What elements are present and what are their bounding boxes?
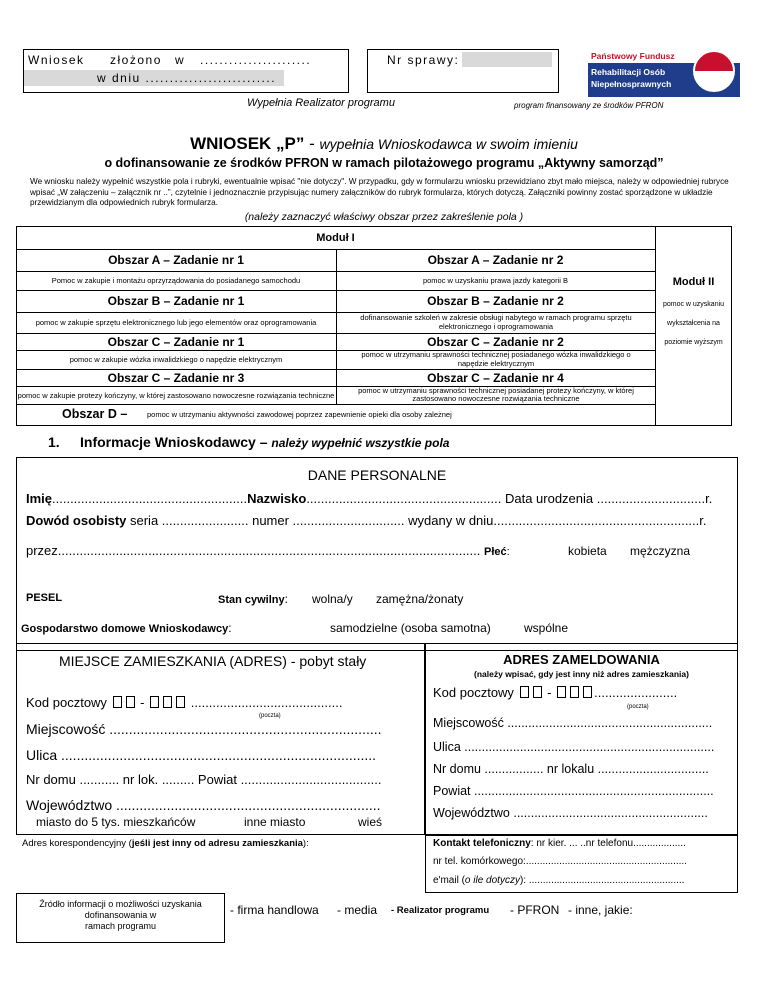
zameldowanie-sub: (należy wpisać, gdy jest inny niż adres zamieszkania) [474, 669, 689, 679]
obszar-a1-desc: Pomoc w zakupie i montażu oprzyrządowania do posiadanego samochodu [51, 276, 301, 285]
header-wypelnia-realizator: Wypełnia Realizator programu [247, 97, 395, 109]
zameldowanie-miejscowosc[interactable]: Miejscowość ........................................................... [433, 716, 713, 730]
email-field[interactable]: ): ........................................................ [519, 875, 685, 886]
adres-title-text: MIEJSCE ZAMIESZKANIA (ADRES) [59, 653, 287, 669]
kontakt-label: Kontakt telefoniczny [433, 838, 531, 849]
plec-label: Płeć [484, 546, 507, 558]
adres-kod-label: Kod pocztowy [26, 695, 107, 710]
adres-wies[interactable]: wieś [358, 815, 383, 829]
adres-koresp [22, 838, 309, 849]
zameldowanie-ulica[interactable]: Ulica ........................................................................ [433, 740, 715, 754]
logo-line3: Niepełnosprawnych [591, 79, 672, 89]
logo-line1: Państwowy Fundusz [591, 51, 675, 61]
obszar-d-title[interactable]: Obszar D – [62, 407, 128, 421]
przez-field[interactable]: przez..................................................................................................................... [26, 543, 481, 558]
adres-wojewodztwo[interactable]: Województwo .................................................................... [26, 797, 381, 813]
title-main [0, 134, 768, 154]
obszar-c1-desc: pomoc w zakupie wózka inwalidzkiego o napędzie elektrycznym [69, 355, 283, 364]
stan-wolna[interactable]: wolna/y [312, 592, 353, 606]
zrodlo-label [16, 899, 225, 932]
stan-zamezna[interactable]: zamężna/żonaty [376, 592, 464, 606]
kontakt-telefon-field[interactable]: : nr kier. ... ..nr telefonu................... [530, 838, 686, 849]
koresp-bold: jeśli jest inny od adresu zamieszkania [131, 838, 303, 849]
header-nr-sprawy: Nr sprawy: [387, 53, 460, 67]
adres-miasto[interactable]: miasto do 5 tys. mieszkańców [36, 815, 196, 829]
zameldowanie-poczta-field[interactable]: ....................... [594, 685, 678, 700]
kontakt-line1 [433, 838, 686, 849]
zrodlo-label-line2: dofinansowania w [84, 910, 157, 920]
email-pre: e'mail ( [433, 875, 465, 886]
zameldowanie-kod-row: Kod pocztowy - ....................... [433, 685, 678, 700]
obszar-d-desc: pomoc w utrzymaniu aktywności zawodowej poprzez zapewnienie opieki dla osoby zależnej [147, 410, 452, 419]
title-sub: wypełnia Wnioskodawca w swoim imieniu [319, 136, 578, 152]
dane-title: DANE PERSONALNE [307, 467, 447, 483]
obszar-c3-desc: pomoc w zakupie protezy kończyny, w której zastosowano nowoczesne rozwiązania techniczne [17, 390, 335, 400]
modul2-title[interactable]: Moduł II [672, 276, 715, 288]
adres-inne-miasto[interactable]: inne miasto [244, 815, 306, 829]
gosp-samodzielne[interactable]: samodzielne (osoba samotna) [330, 621, 491, 635]
intro-text: We wniosku należy wypełnić wszystkie pola i rubryki, ewentualnie wpisać "nie dotyczy". W przypadku, gdy w formularzu wniosku przewidziano zbyt mało miejsca, należy w odpowiedniej rubryce wpisać „W załączeniu – załącznik nr ..”, czytelnie i jednoznacznie przypisując numery załączników do rubryk formularza, których dotyczą. Załączniki powinny zostać sporządzone w układzie przewidzianym dla odpowiednich rubryk formularza. [30, 177, 729, 207]
dowod-fields[interactable]: seria ........................ numer ............................... wydany w dniu.........................................................r. [126, 513, 707, 528]
section1-heading [80, 434, 449, 450]
zrodlo-label-line1: Źródło informacji o możliwości uzyskania [39, 899, 202, 909]
nazwisko-label: Nazwisko [247, 491, 307, 506]
nazwisko-field[interactable]: ...................................................... [306, 491, 505, 506]
obszar-a1-title[interactable]: Obszar A – Zadanie nr 1 [108, 253, 244, 267]
zameldowanie-kod-label: Kod pocztowy [433, 685, 514, 700]
zrodlo-realizator[interactable]: - Realizator programu [391, 905, 490, 916]
instruction-text: (należy zaznaczyć właściwy obszar przez zakreślenie pola ) [244, 211, 524, 223]
obszar-b1-title[interactable]: Obszar B – Zadanie nr 1 [107, 294, 245, 308]
title-line2: o dofinansowanie ze środków PFRON w ramach pilotażowego programu „Aktywny samorząd” [104, 156, 664, 170]
adres-kod-row: Kod pocztowy - .......................................... [26, 695, 343, 710]
section1-number: 1. [48, 434, 60, 450]
zameldowanie-title: ADRES ZAMELDOWANIA [503, 652, 660, 667]
header-zlozono: złożono [110, 53, 162, 67]
zameldowanie-nr-domu[interactable]: Nr domu ................. nr lokalu ................................ [433, 762, 709, 776]
obszar-a2-title[interactable]: Obszar A – Zadanie nr 2 [427, 253, 564, 267]
kontakt-komorkowy[interactable]: nr tel. komórkowego:.......................................................... [433, 856, 687, 867]
imie-field[interactable]: ...................................................... [52, 491, 248, 506]
koresp-end: ): [302, 838, 309, 849]
gosp-wspolne[interactable]: wspólne [524, 621, 569, 635]
obszar-c3-title[interactable]: Obszar C – Zadanie nr 3 [107, 370, 245, 385]
koresp-label: Adres korespondencyjny ( [22, 838, 132, 849]
kontakt-email [433, 875, 684, 886]
obszar-b2-desc: dofinansowanie szkoleń w zakresie obsługi nabytego w ramach programu sprzętu elektronicznego i oprogramowania [360, 313, 632, 331]
obszar-b2-title[interactable]: Obszar B – Zadanie nr 2 [427, 294, 564, 308]
obszar-c4-title[interactable]: Obszar C – Zadanie nr 4 [427, 370, 564, 385]
obszar-c4-desc: pomoc w utrzymaniu sprawności technicznej posiadanej protezy kończyny, w której zastosowano nowoczesne rozwiązania techniczne [358, 385, 634, 403]
modul2-line2: wykształcenia na [667, 319, 720, 327]
obszar-c1-title[interactable]: Obszar C – Zadanie nr 1 [107, 334, 245, 349]
row-przez: przez..................................................................................................................... Płeć: [26, 543, 510, 558]
adres-nr-domu[interactable]: Nr domu ........... nr lok. ......... Powiat ....................................... [26, 772, 382, 787]
zrodlo-media[interactable]: - media [337, 903, 378, 917]
stan-label: Stan cywilny [218, 594, 285, 606]
plec-mezczyzna[interactable]: mężczyzna [630, 544, 691, 558]
zrodlo-pfron[interactable]: - PFRON [510, 903, 560, 917]
pesel-label: PESEL [26, 592, 63, 604]
header-program-finansowany: program finansowany ze środków PFRON [514, 101, 664, 110]
adres-poczta-caption: (poczta) [259, 713, 281, 719]
pfron-logo [588, 49, 740, 97]
modul2-line3: poziomie wyższym [664, 338, 723, 346]
adres-poczta-field[interactable]: .......................................... [190, 695, 343, 710]
title-dash: - [309, 134, 315, 153]
plec-kobieta[interactable]: kobieta [568, 544, 607, 558]
row-dowod [26, 513, 707, 528]
gospodarstwo: Gospodarstwo domowe Wnioskodawcy: [21, 621, 232, 635]
header-wniosek: Wniosek [28, 53, 85, 67]
adres-miejscowosc[interactable]: Miejscowość ...................................................................... [26, 721, 382, 737]
modul2-line1: pomoc w uzyskaniu [662, 300, 725, 308]
logo-line2: Rehabilitacji Osób [591, 67, 666, 77]
modul1-title: Moduł I [316, 231, 355, 244]
logo-emblem-icon [692, 49, 736, 93]
imie-label: Imię [26, 491, 53, 506]
obszar-c2-desc: pomoc w utrzymaniu sprawności technicznej posiadanego wózka inwalidzkiego o napędzie elektrycznym [361, 350, 631, 368]
email-italic: o ile dotyczy [464, 875, 520, 886]
data-urodzenia-field[interactable]: Data urodzenia ..............................r. [504, 491, 713, 506]
section1-title-italic: należy wypełnić wszystkie pola [271, 436, 450, 450]
adres-ulica[interactable]: Ulica ................................................................................. [26, 747, 377, 763]
zrodlo-firma[interactable]: - firma handlowa [230, 903, 319, 917]
row-imie [26, 491, 712, 506]
gosp-label: Gospodarstwo domowe Wnioskodawcy [21, 623, 229, 635]
adres-title-suffix: - pobyt stały [286, 653, 367, 669]
adres-title [59, 653, 366, 669]
zameldowanie-powiat[interactable]: Powiat ..................................................................... [433, 784, 714, 798]
dowod-label: Dowód osobisty [26, 513, 127, 528]
zameldowanie-wojewodztwo[interactable]: Województwo ........................................................ [433, 806, 708, 820]
header-w: w [175, 53, 186, 67]
zrodlo-label-line3: ramach programu [84, 921, 157, 931]
obszar-b1-desc: pomoc w zakupie sprzętu elektronicznego lub jego elementów oraz oprogramowania [35, 318, 317, 327]
nr-sprawy-field[interactable] [462, 52, 552, 67]
header-w-dots[interactable]: ....................... [200, 53, 312, 67]
header-w-dniu: w dniu ........................... [97, 71, 277, 85]
stan-cywilny: Stan cywilny: [218, 592, 288, 606]
title-main-text: WNIOSEK „P” [190, 134, 305, 153]
zameldowanie-poczta-caption: (poczta) [627, 704, 649, 710]
zrodlo-inne[interactable]: - inne, jakie: [568, 903, 633, 917]
obszar-c2-title[interactable]: Obszar C – Zadanie nr 2 [427, 334, 564, 349]
obszar-a2-desc: pomoc w uzyskaniu prawa jazdy kategorii B [422, 276, 569, 285]
section1-title: Informacje Wnioskodawcy – [80, 434, 268, 450]
